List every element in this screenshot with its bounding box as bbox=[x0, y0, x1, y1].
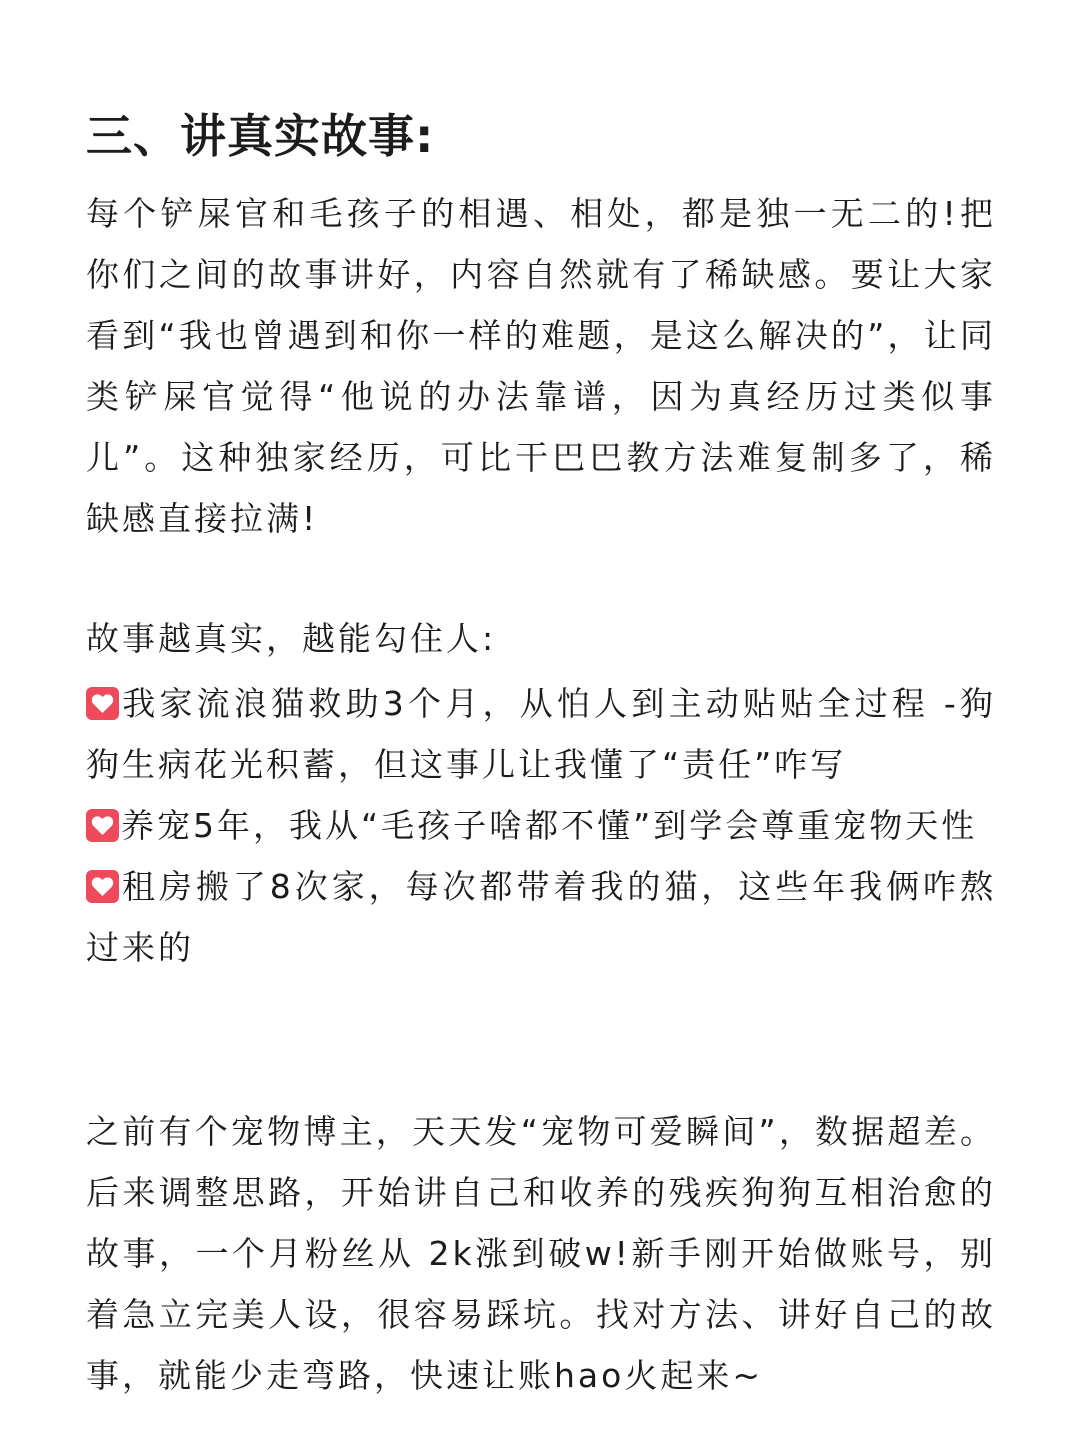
list-item bbox=[86, 673, 996, 795]
story-lead-paragraph: 故事越真实，越能勾住人: bbox=[86, 619, 497, 658]
heart-icon bbox=[86, 870, 119, 903]
heart-icon bbox=[86, 687, 119, 720]
section-heading: 三、讲真实故事: bbox=[86, 109, 435, 163]
story-list bbox=[86, 673, 996, 978]
list-item-text: 养宠5年，我从“毛孩子啥都不懂”到学会尊重宠物天性 bbox=[121, 806, 978, 845]
heart-icon bbox=[86, 809, 119, 842]
list-item-text: 我家流浪猫救助3个月，从怕人到主动贴贴全过程 -狗狗生病花光积蓄，但这事儿让我懂了“责任”咋写 bbox=[86, 684, 996, 784]
list-item-text: 租房搬了8次家，每次都带着我的猫，这些年我俩咋熬过来的 bbox=[86, 867, 996, 967]
list-item bbox=[86, 856, 996, 978]
intro-paragraph: 每个铲屎官和毛孩子的相遇、相处，都是独一无二的!把你们之间的故事讲好，内容自然就有了稀缺感。要让大家看到“我也曾遇到和你一样的难题，是这么解决的”，让同类铲屎官觉得“他说的办法靠谱，因为真经历过类似事儿”。这种独家经历，可比干巴巴教方法难复制多了，稀缺感直接拉满! bbox=[86, 194, 996, 538]
case-study-paragraph: 之前有个宠物博主，天天发“宠物可爱瞬间”，数据超差。后来调整思路，开始讲自己和收养的残疾狗狗互相治愈的故事，一个月粉丝从 2k涨到破w!新手刚开始做账号，别着急立完美人设，很容易踩坑。找对方法、讲好自己的故事，就能少走弯路，快速让账hao火起来~ bbox=[86, 1112, 996, 1395]
list-item bbox=[86, 795, 996, 856]
